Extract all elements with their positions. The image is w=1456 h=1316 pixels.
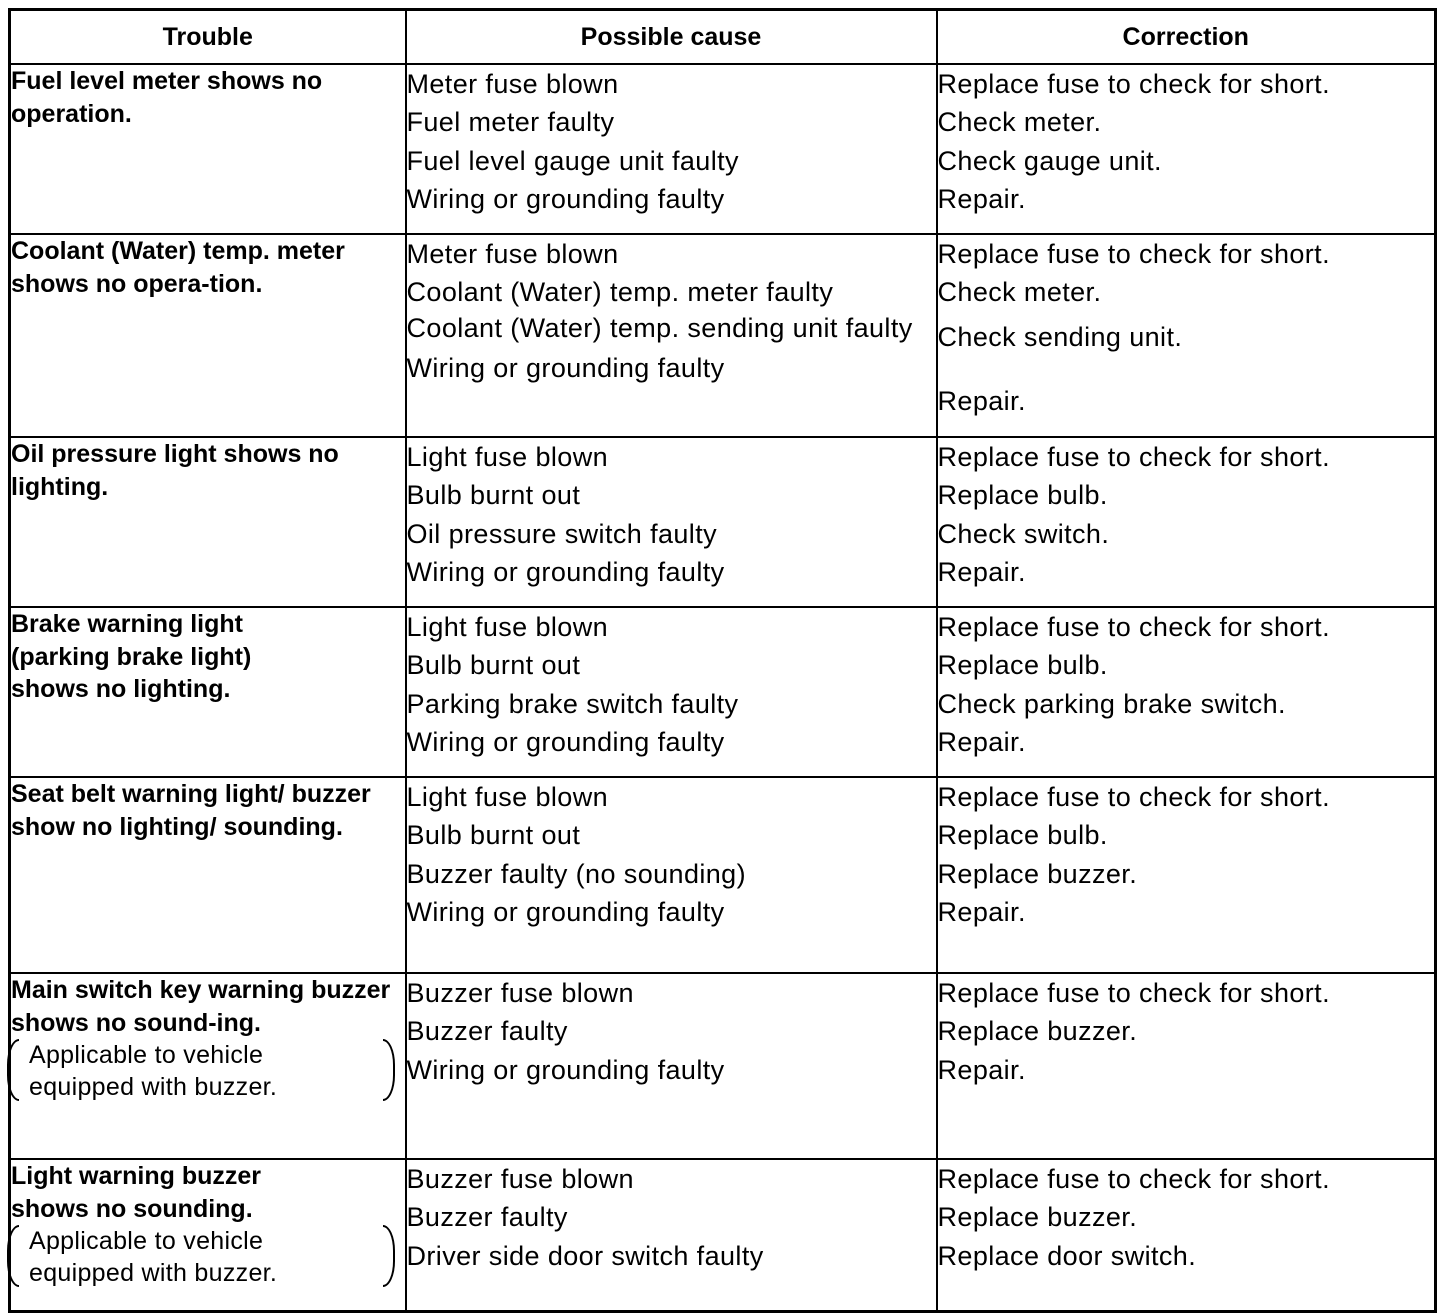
- correction-cell: [937, 437, 1436, 607]
- header-correction: Correction: [937, 10, 1436, 65]
- cause-line: Buzzer faulty: [406, 1016, 568, 1047]
- trouble-cell: [10, 973, 406, 1159]
- right-parenthesis: [383, 1039, 395, 1101]
- correction-line: Replace door switch.: [937, 1240, 1197, 1271]
- correction-line: Replace fuse to check for short.: [937, 612, 1330, 642]
- cause-line: Wiring or grounding faulty: [406, 1054, 725, 1085]
- correction-line: Repair.: [937, 385, 1026, 416]
- correction-line: Replace bulb.: [937, 650, 1108, 681]
- correction-cell: [937, 777, 1436, 973]
- table-row: [10, 607, 1436, 777]
- correction-line: Replace buzzer.: [937, 858, 1138, 889]
- cause-line: Buzzer faulty (no sounding): [406, 858, 746, 889]
- cause-cell: [406, 437, 937, 607]
- correction-cell: [937, 973, 1436, 1159]
- trouble-text: Light warning buzzer shows no sounding.: [11, 1162, 261, 1223]
- correction-line: Replace fuse to check for short.: [937, 69, 1330, 99]
- correction-line: Replace bulb.: [937, 820, 1108, 851]
- trouble-text: Seat belt warning light/ buzzer show no lighting/ sounding.: [11, 780, 371, 841]
- header-possible-cause: Possible cause: [406, 10, 937, 65]
- cause-line: Light fuse blown: [406, 442, 609, 472]
- trouble-text: Main switch key warning buzzer shows no sound-ing.: [11, 976, 391, 1037]
- correction-line: Check switch.: [937, 518, 1110, 549]
- cause-cell: [406, 777, 937, 973]
- correction-line: Check sending unit.: [937, 321, 1183, 352]
- correction-line: Replace bulb.: [937, 480, 1108, 511]
- correction-line: Replace buzzer.: [937, 1202, 1138, 1233]
- trouble-cell: [10, 234, 406, 437]
- cause-line: Wiring or grounding faulty: [406, 183, 725, 214]
- correction-line: Replace fuse to check for short.: [937, 442, 1330, 472]
- trouble-text: Fuel level meter shows no operation.: [11, 67, 323, 128]
- cause-cell: [406, 973, 937, 1159]
- cause-line: Fuel meter faulty: [406, 107, 615, 138]
- table-row: [10, 64, 1436, 234]
- cause-line: Buzzer fuse blown: [406, 1164, 634, 1194]
- note-text: Applicable to vehicle equipped with buzzer.: [29, 1227, 278, 1287]
- table-row: [10, 777, 1436, 973]
- cause-line: Fuel level gauge unit faulty: [406, 145, 739, 176]
- cause-cell: [406, 64, 937, 234]
- correction-line: Repair.: [937, 183, 1026, 214]
- cause-line: Wiring or grounding faulty: [406, 353, 725, 384]
- correction-cell: [937, 64, 1436, 234]
- cause-line: Bulb burnt out: [406, 820, 581, 851]
- cause-line: Driver side door switch faulty: [406, 1240, 764, 1271]
- correction-line: Repair.: [937, 726, 1026, 757]
- table-row: [10, 1159, 1436, 1311]
- correction-line: Replace fuse to check for short.: [937, 239, 1330, 269]
- trouble-cell: [10, 64, 406, 234]
- correction-line: Check meter.: [937, 107, 1102, 138]
- trouble-text: Brake warning light (parking brake light) shows no lighting.: [11, 610, 252, 703]
- left-parenthesis: [7, 1225, 19, 1287]
- left-parenthesis: [7, 1039, 19, 1101]
- trouble-cell: [10, 607, 406, 777]
- correction-line: Check parking brake switch.: [937, 688, 1286, 719]
- cause-cell: [406, 1159, 937, 1311]
- correction-line: Replace fuse to check for short.: [937, 1164, 1330, 1194]
- cause-line: Light fuse blown: [406, 782, 609, 812]
- correction-line: Repair.: [937, 1054, 1026, 1085]
- trouble-text: Coolant (Water) temp. meter shows no opera-tion.: [11, 237, 345, 298]
- trouble-cell: [10, 437, 406, 607]
- table-row: [10, 234, 1436, 437]
- table-row: [10, 437, 1436, 607]
- cause-line: Meter fuse blown: [406, 69, 619, 99]
- correction-cell: [937, 607, 1436, 777]
- cause-line: Wiring or grounding faulty: [406, 726, 725, 757]
- correction-line: Replace fuse to check for short.: [937, 782, 1330, 812]
- correction-line: Replace fuse to check for short.: [937, 978, 1330, 1008]
- applicability-note: [7, 1225, 395, 1289]
- cause-cell: [406, 234, 937, 437]
- cause-line: Coolant (Water) temp. meter faulty: [406, 277, 834, 308]
- cause-line: Wiring or grounding faulty: [406, 556, 725, 587]
- correction-cell: [937, 234, 1436, 437]
- correction-line: Check gauge unit.: [937, 145, 1162, 176]
- cause-line: Bulb burnt out: [406, 480, 581, 511]
- cause-line: Buzzer fuse blown: [406, 978, 634, 1008]
- applicability-note: [7, 1039, 395, 1103]
- correction-line: Replace buzzer.: [937, 1016, 1138, 1047]
- note-text: Applicable to vehicle equipped with buzzer.: [29, 1041, 278, 1101]
- trouble-cell: [10, 1159, 406, 1311]
- cause-line: Light fuse blown: [406, 612, 609, 642]
- trouble-text: Oil pressure light shows no lighting.: [11, 440, 339, 501]
- right-parenthesis: [383, 1225, 395, 1287]
- cause-line: Meter fuse blown: [406, 239, 619, 269]
- correction-line: Repair.: [937, 556, 1026, 587]
- cause-line: Bulb burnt out: [406, 650, 581, 681]
- correction-line: Check meter.: [937, 277, 1102, 308]
- trouble-cell: [10, 777, 406, 973]
- header-row: [10, 10, 1436, 65]
- table-row: [10, 973, 1436, 1159]
- troubleshooting-table: [8, 8, 1437, 1313]
- correction-line: Repair.: [937, 896, 1026, 927]
- cause-cell: [406, 607, 937, 777]
- cause-line: Oil pressure switch faulty: [406, 518, 717, 549]
- cause-line: Wiring or grounding faulty: [406, 896, 725, 927]
- header-trouble: Trouble: [10, 10, 406, 65]
- cause-line: Buzzer faulty: [406, 1202, 568, 1233]
- cause-line: Coolant (Water) temp. sending unit faulty: [406, 312, 913, 343]
- correction-cell: [937, 1159, 1436, 1311]
- cause-line: Parking brake switch faulty: [406, 688, 739, 719]
